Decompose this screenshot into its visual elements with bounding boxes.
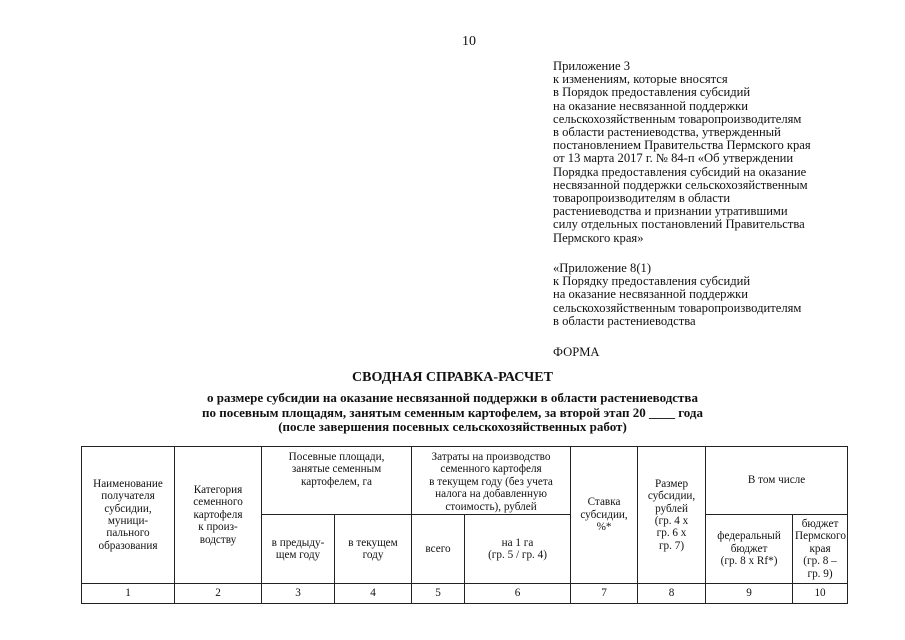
header-sown-area: Посевные площади, занятые семенным картофелем, га <box>262 447 412 515</box>
column-number: 8 <box>638 584 706 604</box>
annex-3-header <box>553 60 811 245</box>
annex-3-line: в Порядок предоставления субсидий <box>553 85 751 100</box>
header-costs-per-ha: на 1 га (гр. 5 / гр. 4) <box>465 515 571 584</box>
annex-8-1-line: в области растениеводства <box>553 313 696 328</box>
annex-3-line: силу отдельных постановлений Правительства <box>553 217 805 232</box>
column-number: 4 <box>335 584 412 604</box>
column-number: 5 <box>412 584 465 604</box>
annex-3-line: к изменениям, которые вносятся <box>553 72 728 87</box>
annex-3-line: Пермского края» <box>553 230 644 245</box>
subtitle-line: о размере субсидии на оказание несвязанной поддержки в области растениеводства <box>207 390 698 405</box>
column-number: 3 <box>262 584 335 604</box>
subtitle-line: (после завершения посевных сельскохозяйственных работ) <box>278 419 627 434</box>
header-area-previous-year: в предыду- щем году <box>262 515 335 584</box>
annex-3-line: постановлением Правительства Пермского края <box>553 138 811 153</box>
header-area-current-year: в текущем году <box>335 515 412 584</box>
subtitle-line: по посевным площадям, занятым семенным картофелем, за второй этап 20 ____ года <box>202 404 703 420</box>
annex-8-1-line: сельскохозяйственным товаропроизводителям <box>553 300 802 315</box>
annex-3-line: несвязанной поддержки сельскохозяйственным <box>553 177 808 192</box>
header-federal-budget: федеральный бюджет (гр. 8 х Rf*) <box>706 515 793 584</box>
header-regional-budget: бюджет Пермского края (гр. 8 – гр. 9) <box>793 515 848 584</box>
header-including: В том числе <box>706 447 848 515</box>
header-subsidy-amount: Размер субсидии, рублей (гр. 4 х гр. 6 х гр. 7) <box>638 447 706 584</box>
annex-3-line: в области растениеводства, утвержденный <box>553 125 781 140</box>
page-number: 10 <box>462 34 476 49</box>
document-subtitle <box>0 391 905 435</box>
column-number: 6 <box>465 584 571 604</box>
annex-3-line: на оказание несвязанной поддержки <box>553 98 749 113</box>
column-number: 10 <box>793 584 848 604</box>
header-recipient: Наименование получателя субсидии, муници- пального образования <box>82 447 175 584</box>
annex-3-line: сельскохозяйственным товаропроизводителям <box>553 111 802 126</box>
annex-3-line: Приложение 3 <box>553 59 631 73</box>
calculation-table <box>81 446 848 604</box>
header-rate: Ставка субсидии, %* <box>571 447 638 584</box>
header-costs: Затраты на производство семенного картофеля в текущем году (без учета налога на добавленную стоимость), рублей <box>412 447 571 515</box>
column-number: 1 <box>82 584 175 604</box>
annex-8-1-line: «Приложение 8(1) <box>553 261 652 275</box>
annex-8-1-line: к Порядку предоставления субсидий <box>553 274 751 289</box>
annex-3-line: от 13 марта 2017 г. № 84-п «Об утверждении <box>553 151 794 166</box>
form-label: ФОРМА <box>553 345 600 359</box>
header-costs-total: всего <box>412 515 465 584</box>
annex-8-1-header <box>553 262 801 328</box>
annex-3-line: товаропроизводителям в области <box>553 191 731 206</box>
header-category: Категория семенного картофеля к произ- водству <box>175 447 262 584</box>
column-number: 9 <box>706 584 793 604</box>
annex-3-line: растениеводства и признании утратившими <box>553 204 788 219</box>
document-title: СВОДНАЯ СПРАВКА-РАСЧЕТ <box>352 370 553 385</box>
column-number: 7 <box>571 584 638 604</box>
annex-8-1-line: на оказание несвязанной поддержки <box>553 287 749 302</box>
column-number: 2 <box>175 584 262 604</box>
annex-3-line: Порядка предоставления субсидий на оказание <box>553 164 807 179</box>
